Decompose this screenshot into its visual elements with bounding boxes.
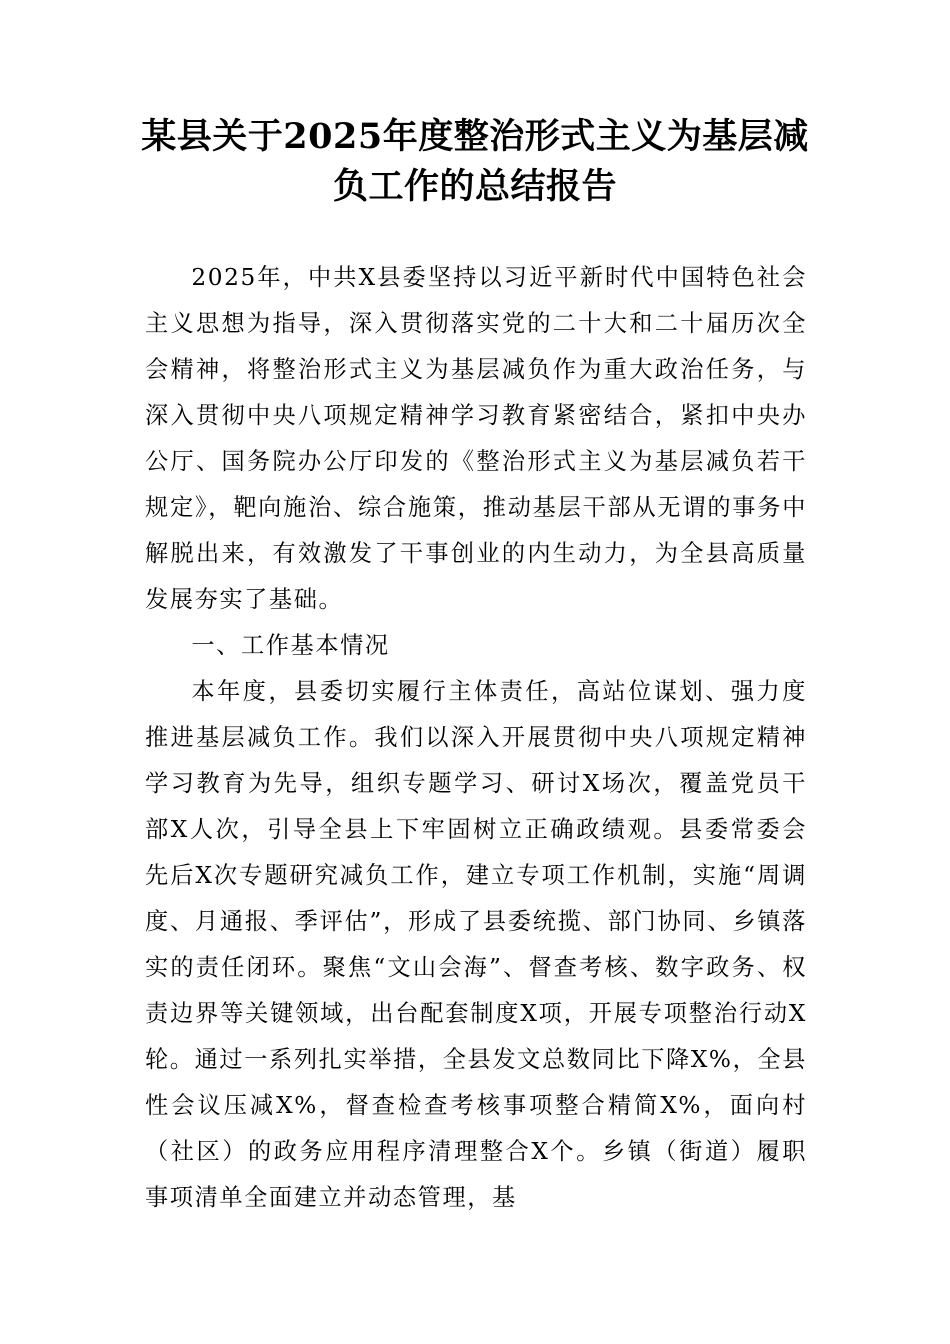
section-heading: 一、工作基本情况	[191, 632, 390, 659]
section-paragraph: 本年度，县委切实履行主体责任，高站位谋划、强力度推进基层减负工作。我们以深入开展贯彻中央八项规定精神学习教育为先导，组织专题学习、研讨X场次，覆盖党员干部X人次，引导全县上下牢固树立正确政绩观。县委常委会先后X次专题研究减负工作，建立专项工作机制，实施“周调度、月通报、季评估”，形成了县委统揽、部门协同、乡镇落实的责任闭环。聚焦“文山会海”、督查考核、数字政务、权责边界等关键领域，出台配套制度X项，开展专项整治行动X轮。通过一系列扎实举措，全县发文总数同比下降X%，全县性会议压减X%，督查检查考核事项整合精简X%，面向村（社区）的政务应用程序清理整合X个。乡镇（街道）履职事项清单全面建立并动态管理，基	[145, 678, 807, 1211]
document-body	[145, 255, 807, 1221]
intro-paragraph: 2025年，中共X县委坚持以习近平新时代中国特色社会主义思想为指导，深入贯彻落实党的二十大和二十届历次全会精神，将整治形式主义为基层减负作为重大政治任务，与深入贯彻中央八项规定精神学习教育紧密结合，紧扣中央办公厅、国务院办公厅印发的《整治形式主义为基层减负若干规定》，靶向施治、综合施策，推动基层干部从无谓的事务中解脱出来，有效激发了干事创业的内生动力，为全县高质量发展夯实了基础。	[145, 264, 807, 613]
document-title: 某县关于2025年度整治形式主义为基层减负工作的总结报告	[141, 116, 809, 207]
